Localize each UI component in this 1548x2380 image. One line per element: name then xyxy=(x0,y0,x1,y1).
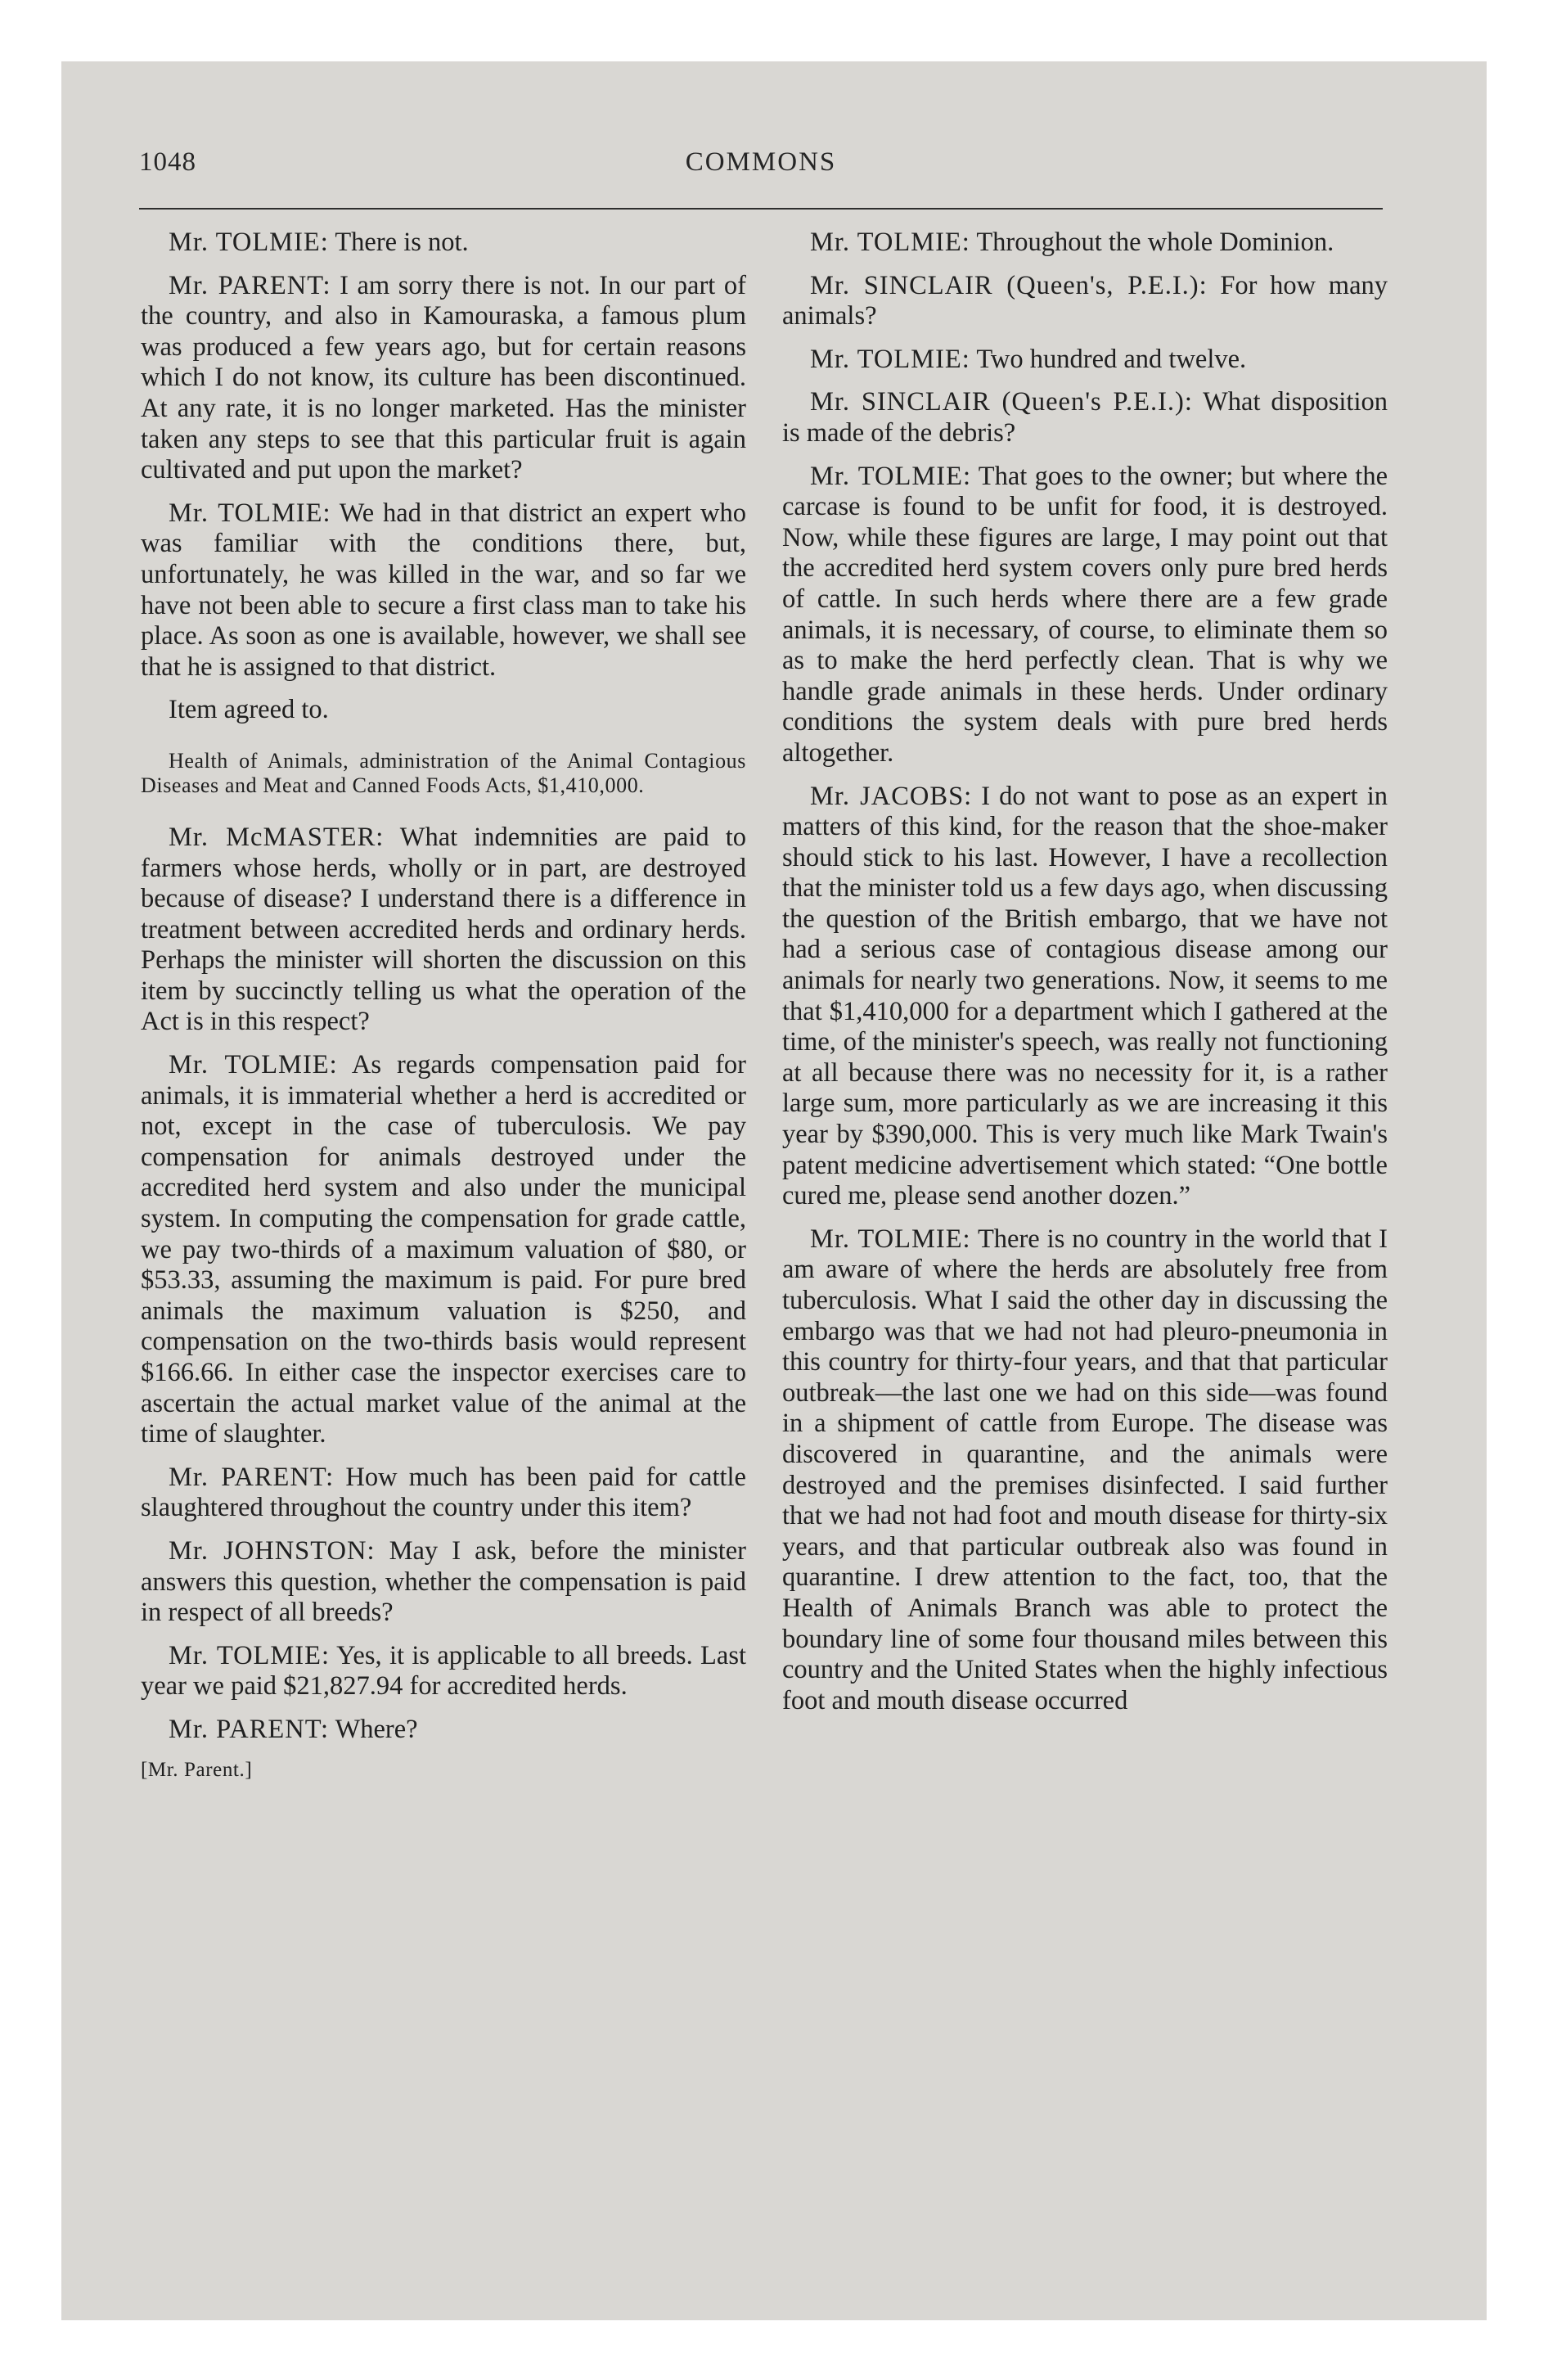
page-number: 1048 xyxy=(139,147,196,177)
paragraph xyxy=(141,1715,746,1746)
speech-text: How much has been paid for cattle slaughtered throughout the country under this item? xyxy=(141,1462,746,1523)
page-header xyxy=(139,147,1383,188)
speaker-name: Mr. PARENT: xyxy=(169,1462,335,1492)
speaker-name: Mr. TOLMIE: xyxy=(810,228,970,257)
paragraph xyxy=(782,345,1388,376)
paragraph xyxy=(141,823,746,1038)
paragraph xyxy=(141,498,746,683)
paragraph xyxy=(782,271,1388,332)
speaker-name: Mr. TOLMIE: xyxy=(169,498,331,528)
paragraph xyxy=(141,228,746,259)
speech-text: Yes, it is applicable to all breeds. Last year we paid $21,827.94 for accredited herds. xyxy=(141,1640,747,1702)
paragraph xyxy=(782,1224,1388,1717)
speech-text: I do not want to pose as an expert in matters of this kind, for the reason that the shoe-maker should stick to his last. However, I have a recollection that the minister told us a few days ago, when discussing the question of the British embargo, that we have not had a serious case of contagious disease among our animals for nearly two generations. Now, it seems to me that $1,410,000 for a department which I gathered at the time, of the minister's speech, was really not functioning at all because there was no necessity for it, is a rather large sum, more particularly as we are increasing it this year by $390,000. This is very much like Mark Twain's patent medicine advertisement which stated: “One bottle cured me, please send another dozen.” xyxy=(782,781,1388,1211)
speaker-name: Mr. TOLMIE: xyxy=(169,1050,338,1080)
item-heading: Health of Animals, administration of the Animal Contagious Diseases and Meat and Canned Foods Acts, $1,410,000. xyxy=(141,748,746,797)
paragraph xyxy=(782,387,1388,449)
paragraph xyxy=(141,1641,746,1702)
speaker-name: Mr. JOHNSTON: xyxy=(169,1535,376,1566)
speaker-name: Mr. SINCLAIR (Queen's P.E.I.): xyxy=(810,387,1193,417)
speech-text: What indemnities are paid to farmers whose herds, wholly or in part, are destroyed because of disease? I understand there is a difference in treatment between accredited herds and ordinary herds. Perhaps the minister will shorten the discussion on this item by succinctly telling us what the operation of the Act is in this respect? xyxy=(141,822,746,1037)
speech-text: We had in that district an expert who was familiar with the conditions there, but, unfortunately, he was killed in the war, and so far we have not been able to secure a first class man to take his place. As soon as one is available, however, we shall see that he is assigned to that district. xyxy=(141,498,746,682)
speaker-name: Mr. TOLMIE: xyxy=(810,344,970,374)
speech-text: Two hundred and twelve. xyxy=(976,344,1247,374)
right-column xyxy=(782,228,1388,1729)
paragraph xyxy=(141,1463,746,1524)
paragraph xyxy=(782,228,1388,259)
paragraph xyxy=(141,1050,746,1450)
speech-text: Where? xyxy=(335,1714,418,1744)
speaker-name: Mr. PARENT: xyxy=(169,1714,330,1744)
speaker-name: Mr. SINCLAIR (Queen's, P.E.I.): xyxy=(810,270,1208,300)
speaker-name: Mr. JACOBS: xyxy=(810,781,973,811)
speaker-name: Mr. TOLMIE: xyxy=(810,461,971,491)
speech-text: As regards compensation paid for animals, it is immaterial whether a herd is accredited or not, except in the case of tuberculosis. We pay compensation for animals destroyed under the accredited herd system and also under the municipal system. In computing the compensation for grade cattle, we pay two-thirds of a maximum valuation of $80, or $53.33, assuming the maximum is paid. For pure bred animals the maximum valuation is $250, and compensation on the two-thirds basis would represent $166.66. In either case the inspector exercises care to ascertain the actual market value of the animal at the time of slaughter. xyxy=(141,1050,746,1449)
running-head: COMMONS xyxy=(685,147,837,177)
speaker-name: Mr. McMASTER: xyxy=(169,822,385,852)
header-rule xyxy=(139,208,1383,210)
paragraph xyxy=(782,462,1388,769)
speech-text: I am sorry there is not. In our part of the country, and also in Kamouraska, a famous plum was produced a few years ago, but for certain reasons which I do not know, its culture has been discontinued. At any rate, it is no longer marketed. Has the minister taken any steps to see that this particular fruit is again cultivated and put upon the market? xyxy=(141,270,746,485)
speech-text: There is no country in the world that I am aware of where the herds are absolutely free from tuberculosis. What I said the other day in discussing the embargo was that we had not had pleuro-pneumonia in this country for thirty-four years, and that that particular outbreak—the last one we had on this side—was found in a shipment of cattle from Europe. The disease was discovered in quarantine, and the animals were destroyed and the premises disinfected. I said further that we had not had foot and mouth disease for thirty-six years, and that particular outbreak also was found in quarantine. I drew attention to the fact, too, that the Health of Animals Branch was able to protect the boundary line of some four thousand miles between this country and the United States when the highly infectious foot and mouth disease occurred xyxy=(782,1224,1388,1715)
paragraph xyxy=(141,1536,746,1629)
speech-text: May I ask, before the minister answers this question, whether the compensation is paid in respect of all breeds? xyxy=(141,1535,747,1628)
speech-text: What disposition is made of the debris? xyxy=(782,387,1388,448)
speech-text: For how many animals? xyxy=(782,270,1388,331)
speaker-name: Mr. TOLMIE: xyxy=(169,228,329,257)
footer-note: [Mr. Parent.] xyxy=(141,1758,253,1781)
paragraph xyxy=(141,271,746,486)
paragraph xyxy=(782,782,1388,1212)
paragraph xyxy=(141,695,746,726)
left-column xyxy=(141,228,746,1795)
speech-text: Throughout the whole Dominion. xyxy=(976,228,1334,257)
speech-text: Item agreed to. xyxy=(169,695,329,725)
speaker-name: Mr. TOLMIE: xyxy=(810,1224,971,1254)
speaker-name: Mr. PARENT: xyxy=(169,270,331,300)
speaker-name: Mr. TOLMIE: xyxy=(169,1640,331,1670)
speech-text: That goes to the owner; but where the carcase is found to be unfit for food, it is destroyed. Now, while these figures are large, I may point out that the accredited herd system covers only pure bred herds of cattle. In such herds where there are a few grade animals, it is necessary, of course, to eliminate them so as to make the herd perfectly clean. That is why we handle grade animals in these herds. Under ordinary conditions the system deals with pure bred herds altogether. xyxy=(782,461,1388,768)
speech-text: There is not. xyxy=(335,228,469,257)
